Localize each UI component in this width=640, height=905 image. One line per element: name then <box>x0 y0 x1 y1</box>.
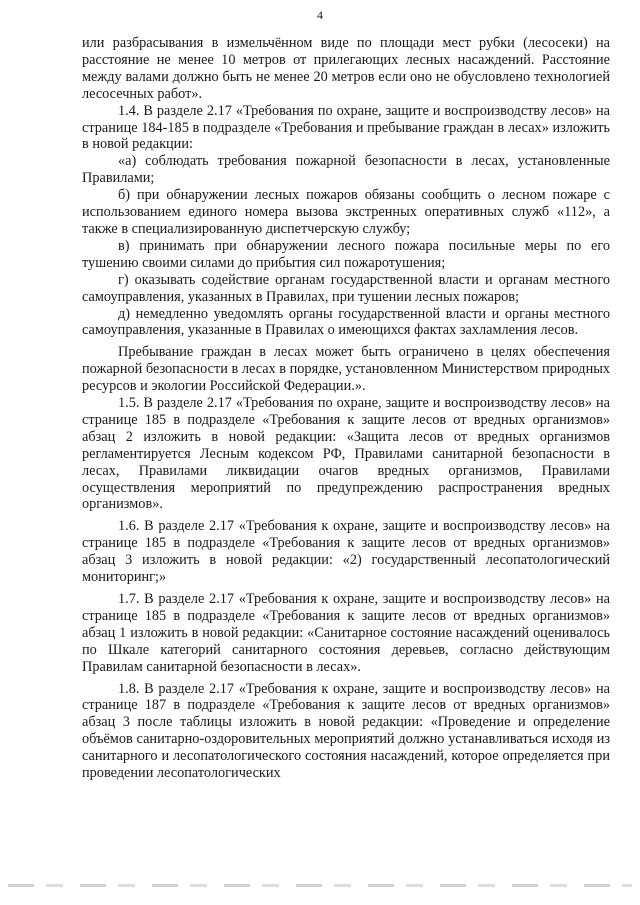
paragraph-restriction: Пребывание граждан в лесах может быть ограничено в целях обеспечения пожарной безопасности в лесах в порядке, установленном Министерством природных ресурсов и экологии Российской Федерации.». <box>82 344 610 395</box>
scan-artifact-line <box>8 884 632 887</box>
list-item-g: г) оказывать содействие органам государственной власти и органам местного самоуправления, указанных в Правилах, при тушении лесных пожаров; <box>82 271 610 305</box>
list-item-d: д) немедленно уведомлять органы государственной власти и органы местного самоуправления, указанные в Правилах о имеющихся фактах захламления лесов. <box>82 305 610 339</box>
document-body <box>82 35 610 782</box>
paragraph-1-8: 1.8. В разделе 2.17 «Требования к охране, защите и воспроизводству лесов» на странице 187 в подразделе «Требования к защите лесов от вредных организмов» абзац 3 после таблицы изложить в новой редакции: «Проведение и определение объёмов санитарно-оздоровительных мероприятий должно устанавливаться исходя из санитарного и лесопатологического состояния насаждений, которое определяется при проведении лесопатологических <box>82 680 610 782</box>
list-item-b: б) при обнаружении лесных пожаров обязаны сообщить о лесном пожаре с использованием единого номера вызова экстренных оперативных служб «112», а также в специализированную диспетчерскую службу; <box>82 187 610 237</box>
list-item-a: «а) соблюдать требования пожарной безопасности в лесах, установленные Правилами; <box>82 153 610 187</box>
page-number: 4 <box>317 8 323 22</box>
paragraph-1-5: 1.5. В разделе 2.17 «Требования по охране, защите и воспроизводству лесов» на странице 185 в подразделе «Требования к защите лесов от вредных организмов» абзац 2 изложить в новой редакции: «Защита лесов от вредных организмов регламентируется Лесным кодексом РФ, Правилами санитарной безопасности в лесах, Правилами ликвидации очагов вредных организмов, Правилами осуществления мероприятий по предупреждению распространения вредных организмов». <box>82 395 610 513</box>
paragraph-1-7: 1.7. В разделе 2.17 «Требования к охране, защите и воспроизводству лесов» на странице 185 в подразделе «Требования к защите лесов от вредных организмов» абзац 1 изложить в новой редакции: «Санитарное состояние насаждений оценивалось по Шкале категорий санитарного состояния деревьев, согласно действующим Правилам санитарной безопасности в лесах». <box>82 591 610 675</box>
paragraph-1-6: 1.6. В разделе 2.17 «Требования к охране, защите и воспроизводству лесов» на странице 185 в подразделе «Требования к защите лесов от вредных организмов» абзац 3 изложить в новой редакции: «2) государственный лесопатологический мониторинг;» <box>82 518 610 586</box>
paragraph-1-4: 1.4. В разделе 2.17 «Требования по охране, защите и воспроизводству лесов» на странице 184-185 в подразделе «Требования и пребывание граждан в лесах» изложить в новой редакции: <box>82 102 610 153</box>
list-item-v: в) принимать при обнаружении лесного пожара посильные меры по его тушению своими силами до прибытия сил пожаротушения; <box>82 237 610 271</box>
paragraph-continuation: или разбрасывания в измельчённом виде по площади мест рубки (лесосеки) на расстояние не менее 10 метров от прилегающих лесных насаждений. Расстояние между валами должно быть не менее 20 метров если оно не обусловлено технологией лесосечных работ». <box>82 35 610 102</box>
